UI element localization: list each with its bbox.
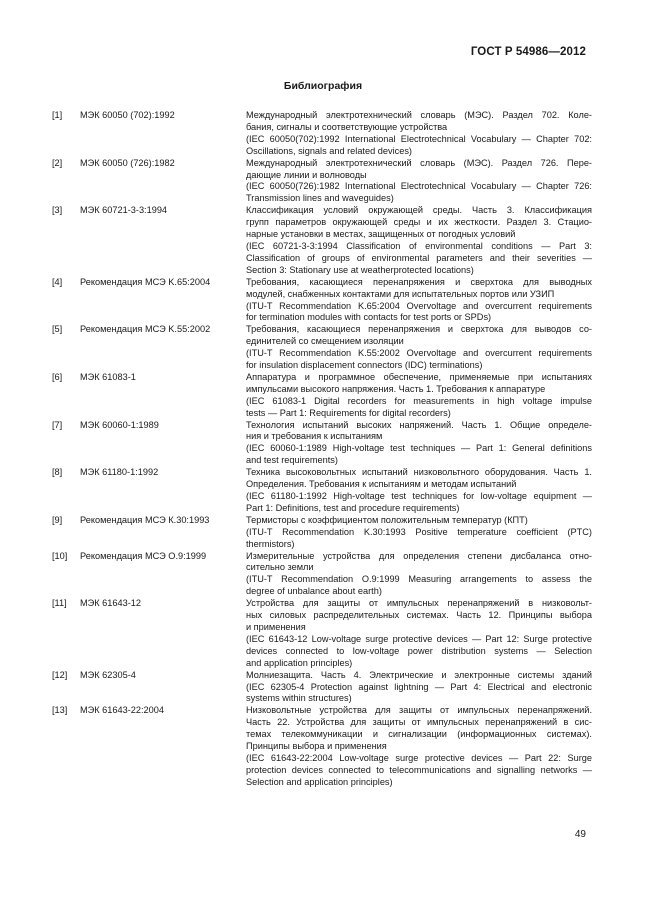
document-header: ГОСТ Р 54986—2012 xyxy=(470,46,586,58)
entry-reference: МЭК 60721-3-3:1994 xyxy=(80,205,168,216)
entry-description xyxy=(246,515,592,551)
description-line: protection devices connected to telecommunications and signalling networks — xyxy=(246,764,592,775)
description-line: (ITU-T Recommendation K.55:2002 Overvoltage and overcurrent requirements xyxy=(246,348,592,359)
entry-description xyxy=(246,277,592,325)
entry-number: [9] xyxy=(52,514,63,525)
description-line: (IEC 60721-3-3:1994 Classification of environmental conditions — Part 3: xyxy=(246,240,592,251)
description-line: (IEC 62305-4 Protection against lightning — Part 4: Electrical and electronic xyxy=(246,681,592,692)
entry-number: [2] xyxy=(52,157,63,168)
description-line: Transmission lines and waveguides) xyxy=(246,193,394,204)
description-line: нарные установки в местах, защищенных от погодных условий xyxy=(246,229,516,240)
description-line: (ITU-T Recommendation K.30:1993 Positive temperature coefficient (PTC) xyxy=(246,526,592,537)
entry-description xyxy=(246,670,592,706)
bibliography-entry xyxy=(52,670,592,706)
entry-reference: МЭК 62305-4 xyxy=(80,669,136,680)
bibliography-entry xyxy=(52,705,592,788)
entry-reference: Рекомендация МСЭ K.65:2004 xyxy=(80,276,211,287)
description-line: и применения xyxy=(246,621,306,632)
description-line: (IEC 61180-1:1992 High-voltage test techniques for low-voltage equipment — xyxy=(246,491,592,501)
description-line: thermistors) xyxy=(246,538,295,549)
entry-reference: МЭК 61643-12 xyxy=(80,598,141,609)
bibliography-list xyxy=(52,110,592,789)
description-line: ных силовых распределительных системах. Часть 12. Принципы выбора xyxy=(246,610,592,621)
entry-number: [10] xyxy=(52,550,68,561)
description-line: Classification of groups of environmental parameters and their severities — xyxy=(246,252,592,263)
description-line: Технология испытаний высоких напряжений. Часть 1. Общие определе- xyxy=(246,419,592,430)
description-line: Низковольтные устройства для защиты от импульсных перенапряжений. xyxy=(246,705,592,716)
description-line: Международный электротехнический словарь (МЭС). Раздел 702. Коле- xyxy=(246,110,592,120)
description-line: Section 3: Stationary use at weatherprotected locations) xyxy=(246,264,474,275)
description-line: Oscillations, signals and related devices) xyxy=(246,145,412,156)
description-line: (IEC 60050(702):1992 International Electrotechnical Vocabulary — Chapter 702: xyxy=(246,133,592,144)
entry-reference: Рекомендация МСЭ K.55:2002 xyxy=(80,324,211,335)
description-line: Устройства для защиты от импульсных перенапряжений в низковольт- xyxy=(246,598,592,609)
entry-number: [6] xyxy=(52,371,63,382)
description-line: единителей со смещением изоляции xyxy=(246,336,404,347)
entry-number: [11] xyxy=(52,598,67,609)
description-line: (IEC 61643-12 Low-voltage surge protective devices — Part 12: Surge protective xyxy=(246,633,592,644)
description-line: and test requirements) xyxy=(246,455,338,466)
description-line: модулей, снабженных контактами для испытательных портов или УЗИП xyxy=(246,288,555,299)
description-line: tests — Part 1: Requirements for digital recorders) xyxy=(246,407,451,418)
description-line: systems within structures) xyxy=(246,693,352,704)
entry-description xyxy=(246,467,592,515)
bibliography-entry xyxy=(52,467,592,515)
entry-description xyxy=(246,158,592,206)
description-line: темах телекоммуникации и сигнализации (информационных системах). xyxy=(246,729,592,740)
description-line: (ITU-T Recommendation O.9:1999 Measuring arrangements to assess the xyxy=(246,574,592,585)
entry-reference: МЭК 61083-1 xyxy=(80,371,136,382)
description-line: Термисторы с коэффициентом положительным температур (КПТ) xyxy=(246,514,528,525)
entry-reference: МЭК 60050 (702):1992 xyxy=(80,110,175,120)
entry-number: [4] xyxy=(52,276,63,287)
description-line: degree of unbalance about earth) xyxy=(246,586,382,597)
bibliography-entry xyxy=(52,372,592,420)
bibliography-entry xyxy=(52,158,592,206)
entry-reference: МЭК 61643-22:2004 xyxy=(80,705,164,716)
entry-reference: МЭК 61180-1:1992 xyxy=(80,467,159,478)
bibliography-entry xyxy=(52,551,592,599)
description-line: devices connected to low-voltage power distribution systems — Selection xyxy=(246,645,592,656)
description-line: Selection and application principles) xyxy=(246,776,393,787)
description-line: and application principles) xyxy=(246,657,353,668)
description-line: for termination modules with contacts for test ports or SPDs) xyxy=(246,312,492,323)
entry-description xyxy=(246,551,592,599)
bibliography-entry xyxy=(52,598,592,669)
description-line: Международный электротехнический словарь (МЭС). Раздел 726. Пере- xyxy=(246,157,592,168)
description-line: (IEC 61083-1 Digital recorders for measurements in high voltage impulse xyxy=(246,395,592,406)
description-line: Определения. Требования к испытаниям и методам испытаний xyxy=(246,479,517,490)
entry-number: [3] xyxy=(52,205,63,216)
description-line: Требования, касающиеся перенапряжения и сверхтока для выводов со- xyxy=(246,324,592,335)
description-line: сительно земли xyxy=(246,562,314,573)
description-line: (IEC 61643-22:2004 Low-voltage surge protective devices — Part 22: Surge xyxy=(246,752,592,763)
entry-reference: МЭК 60060-1:1989 xyxy=(80,419,159,430)
description-line: Part 1: Definitions, test and procedure requirements) xyxy=(246,502,460,513)
bibliography-entry xyxy=(52,205,592,276)
entry-number: [8] xyxy=(52,467,63,478)
description-line: Часть 22. Устройства для защиты от импульсных перенапряжений в сис- xyxy=(246,717,592,728)
description-line: Аппаратура и программное обеспечение, применяемые при испытаниях xyxy=(246,371,592,382)
description-line: Принципы выбора и применения xyxy=(246,741,387,752)
page-title: Библиография xyxy=(283,80,363,92)
entry-number: [1] xyxy=(52,110,63,120)
bibliography-entry xyxy=(52,277,592,325)
description-line: for insulation displacement connectors (IDC) terminations) xyxy=(246,360,483,371)
entry-description xyxy=(246,110,592,158)
description-line: бания, сигналы и соответствующие устройства xyxy=(246,121,448,132)
description-line: Требования, касающиеся перенапряжения и сверхтока для выводных xyxy=(246,276,592,287)
entry-description xyxy=(246,420,592,468)
description-line: Техника высоковольтных испытаний низковольтного оборудования. Часть 1. xyxy=(246,467,592,478)
description-line: дающие линии и волноводы xyxy=(246,169,367,180)
description-line: ния и требования к испытаниям xyxy=(246,431,383,442)
entry-reference: Рекомендация МСЭ К.30:1993 xyxy=(80,514,210,525)
description-line: Классификация условий окружающей среды. Часть 3. Классификация xyxy=(246,205,592,216)
entry-number: [5] xyxy=(52,324,63,335)
description-line: импульсами высокого напряжения. Часть 1. Требования к аппаратуре xyxy=(246,383,546,394)
entry-description xyxy=(246,372,592,420)
entry-number: [12] xyxy=(52,669,68,680)
bibliography-entry xyxy=(52,110,592,158)
description-line: Измерительные устройства для определения степени дисбаланса отно- xyxy=(246,550,592,561)
bibliography-entry xyxy=(52,324,592,372)
description-line: Молниезащита. Часть 4. Электрические и электронные системы зданий xyxy=(246,669,592,680)
description-line: групп параметров окружающей среды и их жесткости. Раздел 3. Стацио- xyxy=(246,217,592,228)
description-line: (ITU-T Recommendation K.65:2004 Overvoltage and overcurrent requirements xyxy=(246,300,592,311)
description-line: (IEC 60060-1:1989 High-voltage test techniques — Part 1: General definitions xyxy=(246,443,592,454)
bibliography-entry xyxy=(52,515,592,551)
entry-description xyxy=(246,205,592,276)
bibliography-entry xyxy=(52,420,592,468)
page-number: 49 xyxy=(574,829,586,840)
entry-description xyxy=(246,705,592,788)
description-line: (IEC 60050(726):1982 International Electrotechnical Vocabulary — Chapter 726: xyxy=(246,181,592,192)
entry-reference: МЭК 60050 (726):1982 xyxy=(80,157,175,168)
entry-number: [7] xyxy=(52,419,63,430)
entry-number: [13] xyxy=(52,705,68,716)
entry-description xyxy=(246,324,592,372)
entry-reference: Рекомендация МСЭ O.9:1999 xyxy=(80,550,207,561)
entry-description xyxy=(246,598,592,669)
